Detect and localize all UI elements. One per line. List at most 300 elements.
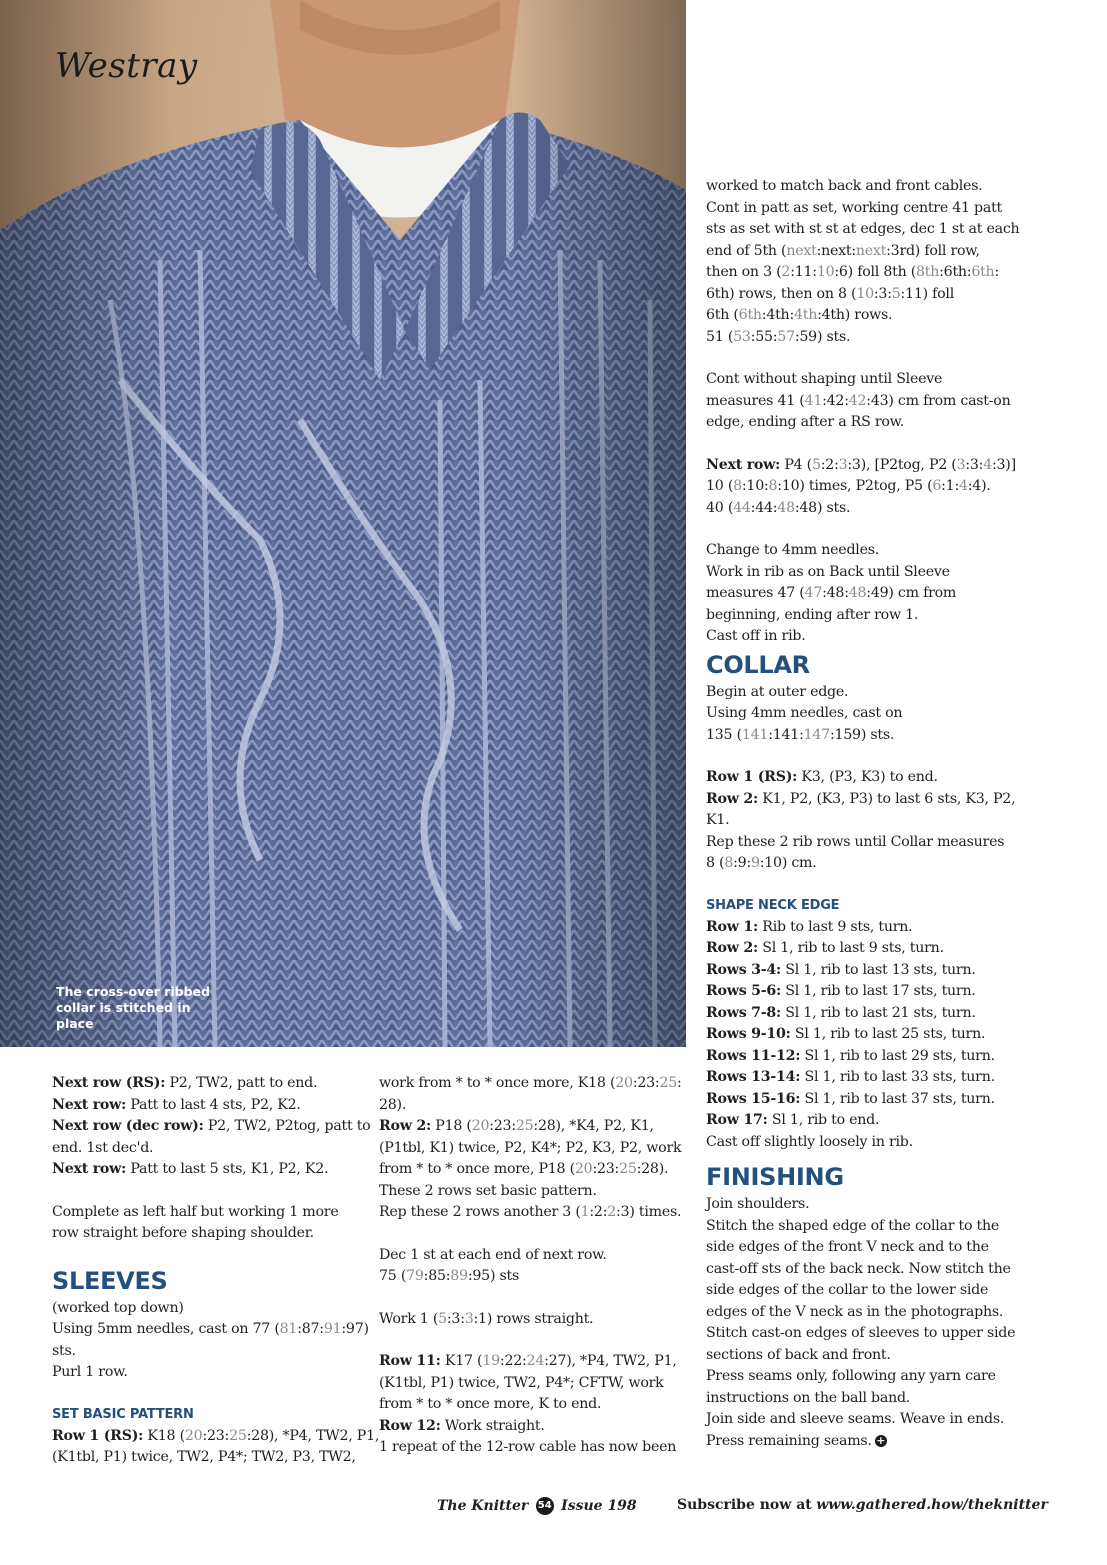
text-run: K1, P2, (K3, P3) to last 6 sts, K3, P2, xyxy=(758,790,1016,807)
size-value: 47 xyxy=(804,585,823,601)
text-run: :55: xyxy=(750,328,778,345)
size-value: 41 xyxy=(804,392,823,409)
size-value: 1 xyxy=(580,1204,590,1220)
size-value: 89 xyxy=(450,1268,468,1284)
column-1 xyxy=(52,1073,380,1469)
sweater-illustration xyxy=(0,0,686,1047)
size-value: 20 xyxy=(574,1161,593,1177)
text-line xyxy=(379,1138,689,1160)
text-run: Dec 1 st at each end of next row. xyxy=(379,1246,607,1263)
text-block xyxy=(706,540,1036,648)
text-block xyxy=(706,767,1036,875)
text-line xyxy=(706,1046,1036,1068)
text-block xyxy=(706,917,1036,1154)
text-run: :27), *P4, TW2, P1, xyxy=(544,1353,677,1369)
text-line xyxy=(52,1138,370,1160)
text-run: Work straight. xyxy=(440,1417,545,1434)
text-run: Complete as left half but working 1 more xyxy=(52,1203,339,1220)
text-line xyxy=(706,540,1036,562)
text-line xyxy=(52,1447,370,1469)
size-value: 2 xyxy=(781,264,791,280)
text-run: :2: xyxy=(589,1204,608,1220)
text-run: sections of back and front. xyxy=(706,1346,891,1363)
text-line xyxy=(52,1426,380,1448)
text-line xyxy=(52,1341,370,1363)
text-run: Sl 1, rib to last 21 sts, turn. xyxy=(781,1004,976,1021)
text-run: (P1tbl, K1) twice, P2, K4*; P2, K3, P2, work xyxy=(379,1139,682,1156)
size-value: 25 xyxy=(619,1161,637,1177)
row-label: Row 1: xyxy=(706,918,759,935)
size-value: 25 xyxy=(515,1118,534,1134)
text-line xyxy=(52,1319,370,1341)
size-value: 8 xyxy=(768,478,778,494)
text-run: :9: xyxy=(733,855,751,871)
text-run: P4 ( xyxy=(780,456,812,473)
text-run: 135 ( xyxy=(706,726,742,743)
text-run: 1 repeat of the 12-row cable has now been xyxy=(379,1439,677,1455)
text-line xyxy=(706,1431,1036,1453)
text-line xyxy=(706,476,1036,498)
text-run: :3: xyxy=(446,1310,465,1327)
text-run: Cont without shaping until Sleeve xyxy=(706,371,943,387)
text-run: :97) xyxy=(341,1321,369,1337)
text-block xyxy=(379,1351,689,1459)
issue-number: Issue 198 xyxy=(561,1498,637,1514)
footer-right xyxy=(677,1497,1048,1513)
text-run: :28), *P4, TW2, P1, xyxy=(246,1427,380,1444)
text-line xyxy=(706,583,1036,605)
text-line xyxy=(379,1159,689,1181)
text-run: end. 1st dec'd. xyxy=(52,1139,154,1156)
text-run: Cont in patt as set, working centre 41 patt xyxy=(706,199,1002,216)
text-run: side edges of the collar to the lower side xyxy=(706,1282,989,1298)
text-run: edges of the V neck as in the photographs. xyxy=(706,1303,1004,1320)
text-line xyxy=(706,1216,1036,1238)
text-run: :3rd) foll row, xyxy=(886,242,980,259)
text-line xyxy=(706,262,1036,284)
size-value: next xyxy=(855,242,887,259)
finishing-heading: FINISHING xyxy=(706,1163,844,1191)
text-line xyxy=(706,1259,1036,1281)
text-run: :10) times, P2tog, P5 ( xyxy=(777,478,933,494)
row-label: Next row (dec row): xyxy=(52,1118,204,1134)
text-line xyxy=(706,241,1036,263)
size-value: 8 xyxy=(733,478,742,494)
text-line xyxy=(706,198,1036,220)
text-run: (K1tbl, P1) twice, TW2, P4*; CFTW, work xyxy=(379,1374,664,1391)
text-run: :4th) rows. xyxy=(817,307,893,323)
text-run: instructions on the ball band. xyxy=(706,1389,911,1406)
text-run: :23: xyxy=(202,1427,230,1444)
row-label: Rows 7-8: xyxy=(706,1004,782,1021)
text-line xyxy=(706,1409,1036,1431)
text-line xyxy=(52,1362,370,1384)
text-block xyxy=(706,455,1036,520)
text-line xyxy=(379,1373,689,1395)
row-label: Row 11: xyxy=(379,1353,441,1369)
text-line xyxy=(706,1132,1036,1154)
text-run: beginning, ending after row 1. xyxy=(706,606,919,623)
text-run: :49) cm from xyxy=(866,585,957,601)
text-run: Sl 1, rib to last 13 sts, turn. xyxy=(781,961,976,978)
subscribe-link[interactable]: www.gathered.how/theknitter xyxy=(816,1497,1048,1513)
text-run: :3), [P2tog, P2 ( xyxy=(847,456,957,473)
text-line xyxy=(706,1302,1036,1324)
text-line xyxy=(706,1194,1036,1216)
row-label: Rows 11-12: xyxy=(706,1047,801,1064)
size-value: 5 xyxy=(811,456,821,473)
text-block xyxy=(706,176,1036,348)
size-value: 10 xyxy=(816,264,835,280)
size-value: 5 xyxy=(438,1310,447,1327)
text-line xyxy=(706,176,1036,198)
text-line xyxy=(706,305,1036,327)
text-line xyxy=(706,1323,1036,1345)
size-value: 8th xyxy=(916,264,940,280)
text-run: 51 ( xyxy=(706,328,734,345)
text-line xyxy=(706,853,1036,875)
text-run: sts. xyxy=(52,1342,76,1359)
text-run: Sl 1, rib to end. xyxy=(767,1112,880,1128)
text-line xyxy=(706,1024,1036,1046)
text-run: :3: xyxy=(965,456,984,473)
text-run: Sl 1, rib to last 33 sts, turn. xyxy=(800,1069,995,1085)
text-run: Work in rib as on Back until Sleeve xyxy=(706,563,950,580)
size-value: 25 xyxy=(229,1427,247,1444)
text-line xyxy=(706,327,1036,349)
row-label: Next row: xyxy=(52,1161,127,1177)
magazine-name: The Knitter xyxy=(437,1498,529,1514)
size-value: 10 xyxy=(856,285,874,302)
text-run: :11: xyxy=(790,264,817,280)
text-run: cast-off sts of the back neck. Now stitch the xyxy=(706,1260,1011,1277)
text-run: worked to match back and front cables. xyxy=(706,178,983,194)
text-line xyxy=(379,1202,689,1224)
text-line xyxy=(706,960,1036,982)
set-basic-pattern-heading: SET BASIC PATTERN xyxy=(52,1406,194,1422)
text-line xyxy=(706,1345,1036,1367)
text-run: Sl 1, rib to last 25 sts, turn. xyxy=(790,1026,986,1042)
size-value: 4 xyxy=(958,478,968,494)
row-label: Row 2: xyxy=(706,790,759,807)
size-value: 57 xyxy=(777,328,795,345)
text-line xyxy=(379,1351,689,1373)
size-value: 4th xyxy=(793,307,818,323)
text-line xyxy=(706,1110,1036,1132)
text-run: row straight before shaping shoulder. xyxy=(52,1225,314,1241)
text-block xyxy=(52,1426,380,1469)
row-label: Row 2: xyxy=(379,1118,432,1134)
text-line xyxy=(706,938,1036,960)
text-run: Sl 1, rib to last 37 sts, turn. xyxy=(800,1090,995,1107)
text-line xyxy=(706,917,1036,939)
size-value: 20 xyxy=(615,1075,633,1091)
size-value: 6th xyxy=(971,264,995,280)
text-run: 6th ( xyxy=(706,307,739,323)
footer-left xyxy=(437,1497,637,1515)
text-line xyxy=(379,1073,689,1095)
text-run: Sl 1, rib to last 29 sts, turn. xyxy=(800,1047,995,1064)
text-run: K1. xyxy=(706,812,730,828)
size-value: 6 xyxy=(932,478,942,494)
text-run: :3) times. xyxy=(616,1204,682,1220)
text-run: Press remaining seams. xyxy=(706,1432,872,1449)
text-run: Rep these 2 rows another 3 ( xyxy=(379,1204,581,1220)
sweater-photo xyxy=(0,0,686,1047)
text-line xyxy=(706,767,1036,789)
text-run: Purl 1 row. xyxy=(52,1364,128,1380)
text-run: K3, (P3, K3) to end. xyxy=(797,769,938,785)
text-line xyxy=(379,1394,689,1416)
text-line xyxy=(52,1095,370,1117)
size-value: 141 xyxy=(741,726,769,743)
text-run: 10 ( xyxy=(706,478,734,494)
size-value: 3 xyxy=(956,456,966,473)
size-value: 44 xyxy=(733,499,751,516)
size-value: 8 xyxy=(724,855,734,871)
size-value: 48 xyxy=(777,499,795,516)
text-line xyxy=(706,1388,1036,1410)
text-run: :28), *K4, P2, K1, xyxy=(533,1118,654,1134)
end-of-pattern-icon: + xyxy=(876,1433,886,1447)
text-run: Work 1 ( xyxy=(379,1310,439,1327)
text-run: sts as set with st st at edges, dec 1 st at each xyxy=(706,221,1020,237)
photo-caption: The cross-over ribbed collar is stitched in place xyxy=(56,984,210,1031)
text-line xyxy=(379,1309,689,1331)
size-value: 20 xyxy=(184,1427,203,1444)
text-line xyxy=(52,1073,370,1095)
row-label: Row 17: xyxy=(706,1112,768,1128)
size-value: 20 xyxy=(471,1118,490,1134)
size-value: 3 xyxy=(464,1310,474,1327)
text-run: :42: xyxy=(822,392,849,409)
text-run: :10: xyxy=(741,478,769,494)
text-run: P2, TW2, patt to end. xyxy=(165,1075,318,1091)
text-run: 40 ( xyxy=(706,499,734,516)
text-line xyxy=(706,455,1036,477)
shape-neck-edge-heading: SHAPE NECK EDGE xyxy=(706,897,840,913)
text-block xyxy=(379,1245,689,1288)
text-line xyxy=(706,562,1036,584)
size-value: 147 xyxy=(803,726,830,743)
text-block xyxy=(706,369,1036,434)
text-run: :3: xyxy=(873,285,892,302)
text-line xyxy=(706,412,1036,434)
text-run: side edges of the front V neck and to the xyxy=(706,1239,989,1255)
text-line xyxy=(379,1095,689,1117)
text-run: :43) cm from cast-on xyxy=(866,392,1011,409)
row-label: Row 2: xyxy=(706,940,759,956)
text-line xyxy=(706,284,1036,306)
size-value: 19 xyxy=(482,1353,500,1369)
text-run: Using 5mm needles, cast on 77 ( xyxy=(52,1321,280,1337)
text-run: :6th: xyxy=(939,264,972,280)
text-block xyxy=(706,682,1036,747)
text-run: Sl 1, rib to last 9 sts, turn. xyxy=(758,940,944,956)
pattern-title: Westray xyxy=(55,46,198,86)
text-run: Join shoulders. xyxy=(706,1196,810,1212)
text-line xyxy=(706,626,1036,648)
text-run: then on 3 ( xyxy=(706,264,782,280)
sleeves-heading: SLEEVES xyxy=(52,1266,168,1295)
text-run: Change to 4mm needles. xyxy=(706,542,880,558)
text-line xyxy=(706,1280,1036,1302)
text-block xyxy=(379,1309,689,1331)
text-run: :95) sts xyxy=(467,1268,520,1284)
text-line xyxy=(52,1116,370,1138)
text-line xyxy=(379,1437,689,1459)
text-run: :10) cm. xyxy=(759,855,817,871)
text-run: Join side and sleeve seams. Weave in ends. xyxy=(706,1411,1005,1427)
text-line xyxy=(52,1159,370,1181)
text-block xyxy=(52,1073,370,1181)
column-3 xyxy=(706,176,1036,1452)
text-run: (worked top down) xyxy=(52,1299,184,1316)
text-line xyxy=(379,1266,689,1288)
text-line xyxy=(379,1416,689,1438)
text-run: :141: xyxy=(768,726,804,743)
text-line xyxy=(706,605,1036,627)
text-run: from * to * once more, K to end. xyxy=(379,1396,602,1412)
text-line xyxy=(706,369,1036,391)
text-line xyxy=(706,498,1036,520)
row-label: Row 1 (RS): xyxy=(706,769,798,785)
collar-heading: COLLAR xyxy=(706,650,810,679)
text-run: P18 ( xyxy=(431,1118,472,1134)
text-run: Cast off slightly loosely in rib. xyxy=(706,1133,913,1150)
text-line xyxy=(379,1181,689,1203)
text-run: :4th: xyxy=(761,307,794,323)
text-run: These 2 rows set basic pattern. xyxy=(379,1182,597,1199)
text-run: work from * to * once more, K18 ( xyxy=(379,1075,616,1091)
text-run: 75 ( xyxy=(379,1268,407,1284)
text-run: Using 4mm needles, cast on xyxy=(706,705,903,721)
text-run: :4). xyxy=(967,478,991,494)
text-run: :48: xyxy=(822,585,849,601)
text-run: :23: xyxy=(489,1118,516,1134)
text-run: :1) rows straight. xyxy=(473,1310,594,1327)
size-value: 42 xyxy=(848,392,867,409)
text-run: :59) sts. xyxy=(794,328,851,345)
text-run: :44: xyxy=(750,499,778,516)
text-run: :2: xyxy=(820,456,839,473)
text-line xyxy=(706,1366,1036,1388)
row-label: Rows 5-6: xyxy=(706,983,782,999)
text-line xyxy=(706,703,1036,725)
text-run: K17 ( xyxy=(440,1353,483,1369)
size-value: 9 xyxy=(750,855,760,871)
text-line xyxy=(706,1067,1036,1089)
text-run: K18 ( xyxy=(143,1427,185,1444)
text-line xyxy=(706,810,1036,832)
text-block xyxy=(52,1202,370,1245)
size-value: 79 xyxy=(406,1268,424,1284)
size-value: 6th xyxy=(738,307,762,323)
text-block xyxy=(52,1298,370,1384)
size-value: 3 xyxy=(838,456,848,473)
text-line xyxy=(52,1223,370,1245)
text-line xyxy=(706,725,1036,747)
text-line xyxy=(706,1237,1036,1259)
row-label: Rows 9-10: xyxy=(706,1026,791,1042)
row-label: Rows 3-4: xyxy=(706,961,782,978)
text-run: :28). xyxy=(636,1161,669,1177)
text-run: : xyxy=(677,1075,682,1091)
text-block xyxy=(706,1194,1036,1452)
row-label: Row 1 (RS): xyxy=(52,1427,144,1444)
text-run: Begin at outer edge. xyxy=(706,683,849,700)
text-run: measures 41 ( xyxy=(706,392,805,409)
size-value: next xyxy=(786,242,817,259)
text-run: measures 47 ( xyxy=(706,585,805,601)
text-line xyxy=(706,1089,1036,1111)
text-run: from * to * once more, P18 ( xyxy=(379,1161,575,1177)
size-value: 2 xyxy=(607,1204,617,1220)
row-label: Row 12: xyxy=(379,1417,441,1434)
text-run: : xyxy=(994,264,999,280)
text-run: :23: xyxy=(592,1161,620,1177)
text-run: Patt to last 4 sts, P2, K2. xyxy=(126,1096,301,1113)
text-block xyxy=(379,1073,689,1224)
row-label: Rows 13-14: xyxy=(706,1069,801,1085)
text-run: Sl 1, rib to last 17 sts, turn. xyxy=(781,983,976,999)
page-number-badge: 54 xyxy=(536,1497,554,1515)
text-run: P2, TW2, P2tog, patt to xyxy=(203,1118,371,1134)
text-run: Press seams only, following any yarn care xyxy=(706,1368,996,1384)
text-run: (K1tbl, P1) twice, TW2, P4*; TW2, P3, TW2, xyxy=(52,1449,356,1465)
text-run: edge, ending after a RS row. xyxy=(706,414,905,430)
text-line xyxy=(706,1003,1036,1025)
text-run: end of 5th ( xyxy=(706,242,787,259)
size-value: 48 xyxy=(848,585,867,601)
size-value: 24 xyxy=(526,1353,545,1369)
text-line xyxy=(52,1202,370,1224)
text-run: 28). xyxy=(379,1096,407,1113)
text-run: :1: xyxy=(941,478,959,494)
row-label: Next row: xyxy=(52,1096,127,1113)
text-run: 8 ( xyxy=(706,855,725,871)
text-line xyxy=(379,1116,689,1138)
text-run: :85: xyxy=(423,1268,451,1284)
text-run: :23: xyxy=(632,1075,660,1091)
text-run: :87: xyxy=(297,1321,324,1337)
text-line xyxy=(706,981,1036,1003)
row-label: Next row (RS): xyxy=(52,1075,166,1091)
subscribe-label: Subscribe now at xyxy=(677,1497,812,1513)
text-line xyxy=(52,1298,370,1320)
text-run: Stitch the shaped edge of the collar to the xyxy=(706,1217,1000,1234)
text-run: Patt to last 5 sts, K1, P2, K2. xyxy=(126,1161,329,1177)
size-value: 91 xyxy=(323,1321,342,1337)
text-run: Rib to last 9 sts, turn. xyxy=(758,918,913,935)
column-2 xyxy=(379,1073,689,1459)
text-run: Stitch cast-on edges of sleeves to upper side xyxy=(706,1325,1016,1341)
row-label: Rows 15-16: xyxy=(706,1090,801,1107)
size-value: 5 xyxy=(891,285,901,302)
text-run: Rep these 2 rib rows until Collar measures xyxy=(706,833,1005,850)
text-line xyxy=(706,682,1036,704)
text-line xyxy=(706,789,1036,811)
size-value: 25 xyxy=(659,1075,677,1091)
text-run: :3)] xyxy=(991,456,1016,473)
text-run: :159) sts. xyxy=(829,726,895,743)
size-value: 81 xyxy=(279,1321,298,1337)
text-run: :next: xyxy=(816,242,856,259)
text-line xyxy=(706,391,1036,413)
text-line xyxy=(379,1245,689,1267)
text-run: Cast off in rib. xyxy=(706,628,806,644)
text-line xyxy=(706,832,1036,854)
